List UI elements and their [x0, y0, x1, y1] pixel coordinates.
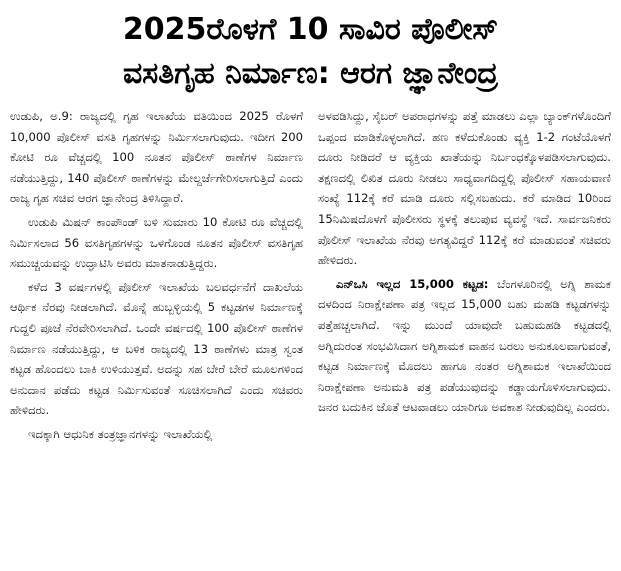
paragraph: ಕಳೆದ 3 ವರ್ಷಗಳಲ್ಲಿ ಪೊಲೀಸ್ ಇಲಾಖೆಯ ಬಲವರ್ಧನೆಗೆ ದಾಖಲೆಯ ಆರ್ಥಿಕ ನೆರವು ನೀಡಲಾಗಿದೆ. ಮೊನ್ನೆ ಹುಬ್ಬಳ್ಳಿಯಲ್ಲಿ 5 ಕಟ್ಟಡಗಳ ನಿರ್ಮಾಣಕ್ಕೆ ಗುದ್ದಲಿ ಪೂಜೆ ನೆರವೇರಿಸಲಾಗಿದೆ. ಒಂದೇ ವರ್ಷದಲ್ಲಿ 100 ಪೊಲೀಸ್ ಠಾಣೆಗಳ ನಿರ್ಮಾಣ ನಡೆಯುತ್ತಿದ್ದು, ಆ ಬಳಿಕ ರಾಜ್ಯದಲ್ಲಿ 13 ಠಾಣೆಗಳು ಮಾತ್ರ ಸ್ವಂತ ಕಟ್ಟಡ ಹೊಂದಲು ಬಾಕಿ ಉಳಿಯುತ್ತವೆ. ಅದನ್ನು ಸಹ ಬೇರೆ ಬೇರೆ ಮೂಲಗಳಿಂದ ಅನುದಾನ ಪಡೆದು ಕಟ್ಟಡ ನಿರ್ಮಿಸುವಂತೆ ಸೂಚಿಸಲಾಗಿದೆ ಎಂದು ಸಚಿವರು ಹೇಳಿದರು.: [10, 279, 303, 418]
headline-line-2: ವಸತಿಗೃಹ ನಿರ್ಮಾಣ: ಆರಗ ಜ್ಞಾನೇಂದ್ರ: [123, 56, 498, 91]
paragraph: ಅಳವಡಿಸಿದ್ದು, ಸೈಬರ್ ಅಪರಾಧಗಳನ್ನು ಪತ್ತೆ ಮಾಡಲು ಎಲ್ಲಾ ಬ್ಯಾಂಕ್‌ಗಳೊಂದಿಗೆ ಒಪ್ಪಂದ ಮಾಡಿಕೊಳ್ಳಲಾಗಿದೆ. ಹಣ ಕಳೆದುಕೊಂಡು ವ್ಯಕ್ತಿ 1-2 ಗಂಟೆಯೊಳಗೆ ದೂರು ನೀಡಿದರೆ ಆ ವ್ಯಕ್ತಿಯ ಖಾತೆಯನ್ನು ನಿರ್ಬಂಧಕ್ಕೊಳಪಡಿಸಲಾಗುವುದು. ತಕ್ಷಣದಲ್ಲಿ ಲಿಖಿತ ದೂರು ನೀಡಲು ಸಾಧ್ಯವಾಗದಿದ್ದಲ್ಲಿ ಪೊಲೀಸ್ ಸಹಾಯವಾಣಿ ಸಂಖ್ಯೆ 112ಕ್ಕೆ ಕರೆ ಮಾಡಿ ದೂರು ಸಲ್ಲಿಸಬಹುದು. ಕರೆ ಮಾಡಿದ 10ರಿಂದ 15ನಿಮಿಷದೊಳಗೆ ಪೊಲೀಸರು ಸ್ಥಳಕ್ಕೆ ತಲುಪುವ ವ್ಯವಸ್ಥೆ ಇದೆ. ಸಾರ್ವಜನಿಕರು ಪೊಲೀಸ್ ಇಲಾಖೆಯ ನೆರವು ಅಗತ್ಯವಿದ್ದರೆ 112ಕ್ಕೆ ಕರೆ ಮಾಡುವಂತೆ ಸಚಿವರು ಹೇಳಿದರು.: [318, 109, 611, 268]
subheading-lead: ಎನ್‌ಒಸಿ ಇಲ್ಲದ 15,000 ಕಟ್ಟಡ:: [336, 276, 489, 291]
article-headline: [10, 8, 611, 96]
paragraph: ಉಡುಪಿ ಮಿಷನ್ ಕಾಂಪೌಂಡ್ ಬಳಿ ಸುಮಾರು 10 ಕೋಟಿ ರೂ ವೆಚ್ಚದಲ್ಲಿ ನಿರ್ಮಿಸಲಾದ 56 ವಸತಿಗೃಹಗಳನ್ನು ಒಳಗೊಂಡ ನೂತನ ಪೊಲೀಸ್ ವಸತಿಗೃಹ ಸಮುಚ್ಚಯವನ್ನು ಉದ್ಘಾಟಿಸಿ ಅವರು ಮಾತನಾಡುತ್ತಿದ್ದರು.: [10, 214, 303, 271]
paragraph: [318, 274, 611, 418]
paragraph-text: ಬೆಂಗಳೂರಿನಲ್ಲಿ ಅಗ್ನಿ ಶಾಮಕ ದಳದಿಂದ ನಿರಾಕ್ಷೇಪಣಾ ಪತ್ರ ಇಲ್ಲದ 15,000 ಬಹು ಮಹಡಿ ಕಟ್ಟಡಗಳನ್ನು ಪತ್ತೆಹಚ್ಚಲಾಗಿದೆ. ಇನ್ನು ಮುಂದೆ ಯಾವುದೇ ಬಹುಮಹಡಿ ಕಟ್ಟಡದಲ್ಲಿ ಅಗ್ನಿದುರಂತ ಸಂಭವಿಸಿದಾಗ ಅಗ್ನಿಶಾಮಕ ವಾಹನ ಬರಲು ಅನುಕೂಲವಾಗುವಂತೆ, ಕಟ್ಟಡ ನಿರ್ಮಾಣಕ್ಕೆ ಮೊದಲು ಹಾಗೂ ನಂತರ ಅಗ್ನಿಶಾಮಕ ಇಲಾಖೆಯಿಂದ ನಿರಾಕ್ಷೇಪಣಾ ಅನುಮತಿ ಪತ್ರ ಪಡೆಯುವುದನ್ನು ಕಡ್ಡಾಯಗೊಳಿಸಲಾಗುವುದು. ಜನರ ಬದುಕಿನ ಜೊತೆ ಆಟವಾಡಲು ಯಾರಿಗೂ ಅವಕಾಶ ನೀಡುವುದಿಲ್ಲ ಎಂದರು.: [318, 276, 611, 415]
right-column: [318, 106, 611, 571]
left-column: [10, 106, 303, 571]
article-body: [10, 106, 611, 571]
paragraph: ಉಡುಪಿ, ಅ.9: ರಾಜ್ಯದಲ್ಲಿ ಗೃಹ ಇಲಾಖೆಯ ವತಿಯಿಂದ 2025 ರೊಳಗೆ 10,000 ಪೊಲೀಸ್ ವಸತಿ ಗೃಹಗಳನ್ನು ನಿರ್ಮಿಸಲಾಗುವುದು. ಇದೀಗ 200 ಕೋಟಿ ರೂ ವೆಚ್ಚದಲ್ಲಿ 100 ನೂತನ ಪೊಲೀಸ್ ಠಾಣೆಗಳ ನಿರ್ಮಾಣ ನಡೆಯುತ್ತಿದ್ದು, 140 ಪೊಲೀಸ್ ಠಾಣೆಗಳನ್ನು ಮೇಲ್ದರ್ಜೆಗೇರಿಸಲಾಗುತ್ತಿದೆ ಎಂದು ರಾಜ್ಯ ಗೃಹ ಸಚಿವ ಆರಗ ಜ್ಞಾನೇಂದ್ರ ತಿಳಿಸಿದ್ದಾರೆ.: [10, 109, 303, 206]
headline-line-1: 2025ರೊಳಗೆ 10 ಸಾವಿರ ಪೊಲೀಸ್: [122, 12, 499, 47]
paragraph: ಇದಕ್ಕಾಗಿ ಆಧುನಿಕ ತಂತ್ರಜ್ಞಾನಗಳನ್ನು ಇಲಾಖೆಯಲ್ಲಿ: [28, 426, 213, 441]
